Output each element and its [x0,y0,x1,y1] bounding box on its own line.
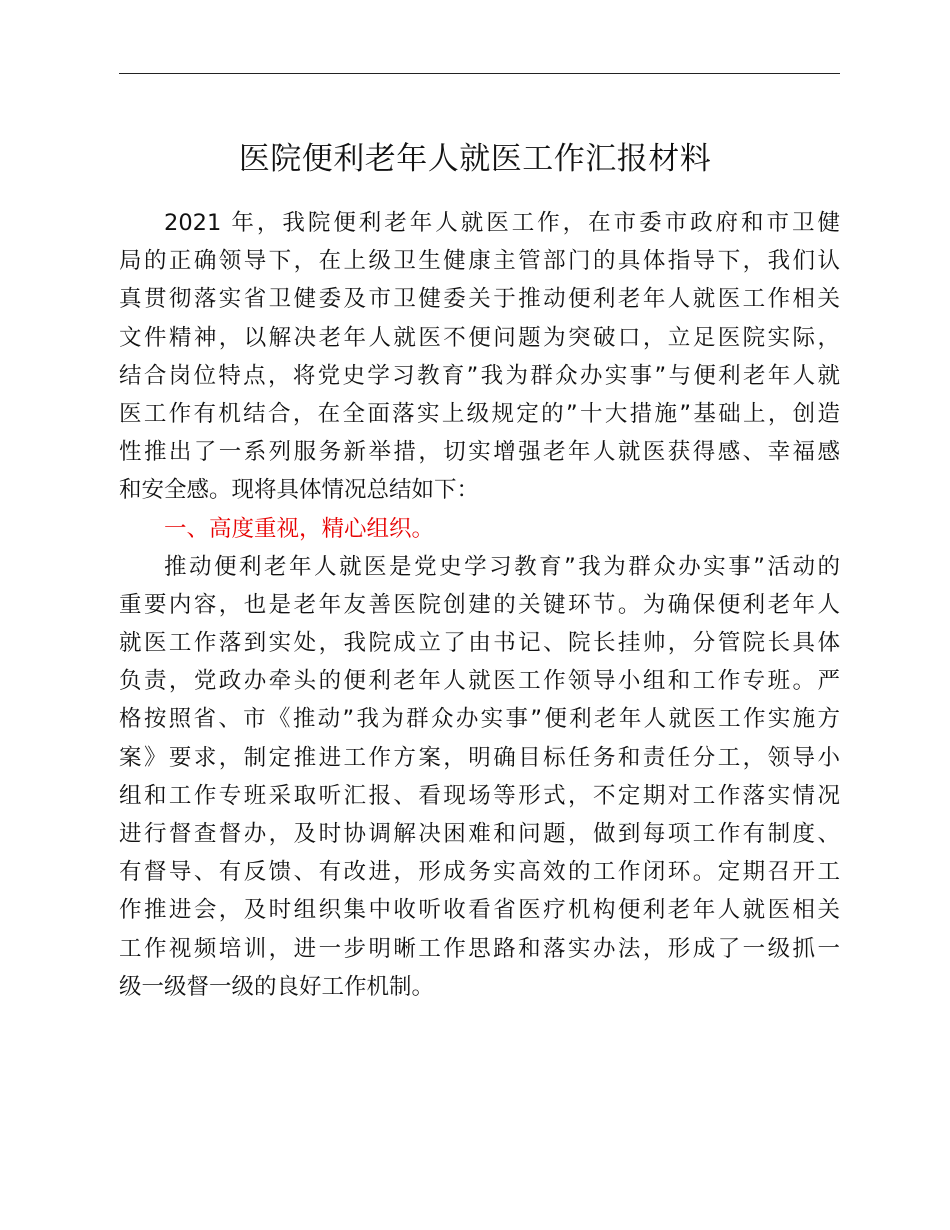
paragraph-line: 负责，党政办牵头的便利老年人就医工作领导小组和工作专班。严 [119,668,840,695]
document-title: 医院便利老年人就医工作汇报材料 [238,141,712,177]
header-rule [119,73,840,74]
paragraph-line: 格按照省、市《推动”我为群众办实事”便利老年人就医工作实施方 [119,706,840,733]
paragraph-line: 局的正确领导下，在上级卫生健康主管部门的具体指导下，我们认 [119,248,840,275]
paragraph-line: 组和工作专班采取听汇报、看现场等形式，不定期对工作落实情况 [119,782,840,809]
paragraph-line: 和安全感。现将具体情况总结如下： [119,477,480,504]
paragraph-line: 进行督查督办，及时协调解决困难和问题，做到每项工作有制度、 [119,821,840,847]
paragraph-line: 案》要求，制定推进工作方案，明确目标任务和责任分工，领导小 [119,744,840,771]
paragraph-line: 文件精神，以解决老年人就医不便问题为突破口，立足医院实际， [119,324,840,351]
paragraph-line: 级一级督一级的良好工作机制。 [119,973,435,1000]
paragraph-line: 有督导、有反馈、有改进，形成务实高效的工作闭环。定期召开工 [119,859,840,886]
paragraph-line: 结合岗位特点，将党史学习教育”我为群众办实事”与便利老年人就 [119,362,840,389]
paragraph-line: 医工作有机结合，在全面落实上级规定的”十大措施”基础上，创造 [119,400,840,427]
paragraph-line: 真贯彻落实省卫健委及市卫健委关于推动便利老年人就医工作相关 [119,286,840,313]
paragraph-line: 重要内容，也是老年友善医院创建的关键环节。为确保便利老年人 [119,591,840,618]
paragraph-line: 性推出了一系列服务新举措，切实增强老年人就医获得感、幸福感 [119,439,840,466]
paragraph-line: 就医工作落到实处，我院成立了由书记、院长挂帅，分管院长具体 [119,630,840,657]
paragraph-line: 2021 年，我院便利老年人就医工作，在市委市政府和市卫健 [164,210,840,236]
section-heading: 一、高度重视，精心组织。 [164,515,435,542]
paragraph-line: 工作视频培训，进一步明晰工作思路和落实办法，形成了一级抓一 [119,935,840,962]
document-body [119,204,840,1006]
paragraph-line: 推动便利老年人就医是党史学习教育”我为群众办实事”活动的 [164,553,840,580]
paragraph-line: 作推进会，及时组织集中收听收看省医疗机构便利老年人就医相关 [119,897,840,924]
